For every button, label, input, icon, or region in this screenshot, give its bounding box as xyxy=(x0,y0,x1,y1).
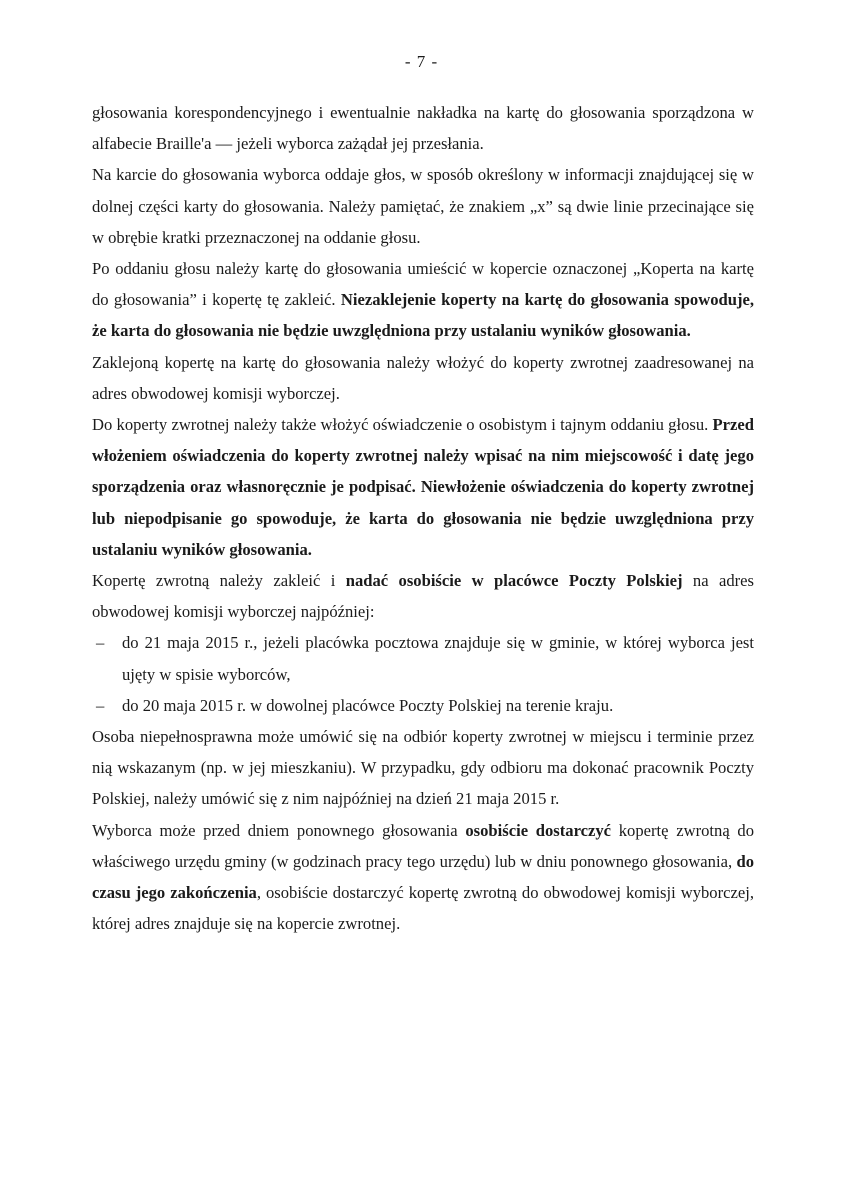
text-segment: na adres obwodowej komisji wyborczej najpóźniej: xyxy=(92,571,754,622)
text-segment: kopertę zwrotną do właściwego urzędu gminy (w godzinach pracy tego urzędu) lub w dniu ponownego głosowania, xyxy=(92,820,754,871)
list-dash: – xyxy=(96,695,105,715)
paragraph xyxy=(92,347,754,409)
list-item xyxy=(92,627,754,689)
list-dash: – xyxy=(96,633,105,653)
text-segment: Na karcie do głosowania wyborca oddaje głos, w sposób określony w informacji znajdującej się w dolnej części karty do głosowania. Należy pamiętać, że znakiem „x” są dwie linie przecinające się w obrębie kratki przeznaczonej na oddanie głosu. xyxy=(92,165,754,247)
bold-text-segment: Niezaklejenie koperty na kartę do głosowania spowoduje, że karta do głosowania nie będzie uwzględniona przy ustalaniu wyników głosowania. xyxy=(92,290,754,341)
paragraph xyxy=(92,159,754,253)
text-segment: Zaklejoną kopertę na kartę do głosowania należy włożyć do koperty zwrotnej zaadresowanej na adres obwodowej komisji wyborczej. xyxy=(92,352,754,403)
list-item xyxy=(92,690,754,721)
text-segment: głosowania korespondencyjnego i ewentualnie nakładka na kartę do głosowania sporządzona w alfabecie Braille'a — jeżeli wyborca zażądał jej przesłania. xyxy=(92,103,754,154)
paragraphs-before-list xyxy=(92,97,754,627)
text-segment: Kopertę zwrotną należy zakleić i xyxy=(92,571,346,591)
text-segment: Do koperty zwrotnej należy także włożyć oświadczenie o osobistym i tajnym oddaniu głosu. xyxy=(92,415,713,435)
text-segment: Osoba niepełnosprawna może umówić się na odbiór koperty zwrotnej w miejscu i terminie przez nią wskazanym (np. w jej mieszkaniu). W przypadku, gdy odbioru ma dokonać pracownik Poczty Polskiej, należy umówić się z nim najpóźniej na dzień 21 maja 2015 r. xyxy=(92,727,754,809)
paragraphs-after-list xyxy=(92,721,754,939)
list-item-text: do 21 maja 2015 r., jeżeli placówka pocztowa znajduje się w gminie, w której wyborca jest ujęty w spisie wyborców, xyxy=(122,633,754,684)
text-segment: Po oddaniu głosu należy kartę do głosowania umieścić w kopercie oznaczonej „Koperta na kartę do głosowania” i kopertę tę zakleić. xyxy=(92,259,754,310)
text-segment: , osobiście dostarczyć kopertę zwrotną do obwodowej komisji wyborczej, której adres znajduje się na kopercie zwrotnej. xyxy=(92,883,754,934)
page-number: - 7 - xyxy=(404,52,439,71)
bold-text-segment: do czasu jego zakończenia xyxy=(92,851,754,903)
paragraph xyxy=(92,409,754,565)
paragraph xyxy=(92,565,754,627)
bold-text-segment: osobiście dostarczyć xyxy=(465,820,612,840)
list-item-text: do 20 maja 2015 r. w dowolnej placówce Poczty Polskiej na terenie kraju. xyxy=(122,695,614,715)
paragraph xyxy=(92,721,754,815)
deadline-list xyxy=(92,627,754,721)
text-segment: Wyborca może przed dniem ponownego głosowania xyxy=(92,820,466,840)
paragraph xyxy=(92,97,754,159)
paragraph xyxy=(92,253,754,347)
paragraph xyxy=(92,815,754,940)
document-body xyxy=(92,97,754,939)
bold-text-segment: nadać osobiście w placówce Poczty Polskiej xyxy=(345,571,683,591)
bold-text-segment: Przed włożeniem oświadczenia do koperty zwrotnej należy wpisać na nim miejscowość i datę jego sporządzenia oraz własnoręcznie je podpisać. Niewłożenie oświadczenia do koperty zwrotnej lub niepodpisanie go spowoduje, że karta do głosowania nie będzie uwzględniona przy ustalaniu wyników głosowania. xyxy=(92,415,754,559)
